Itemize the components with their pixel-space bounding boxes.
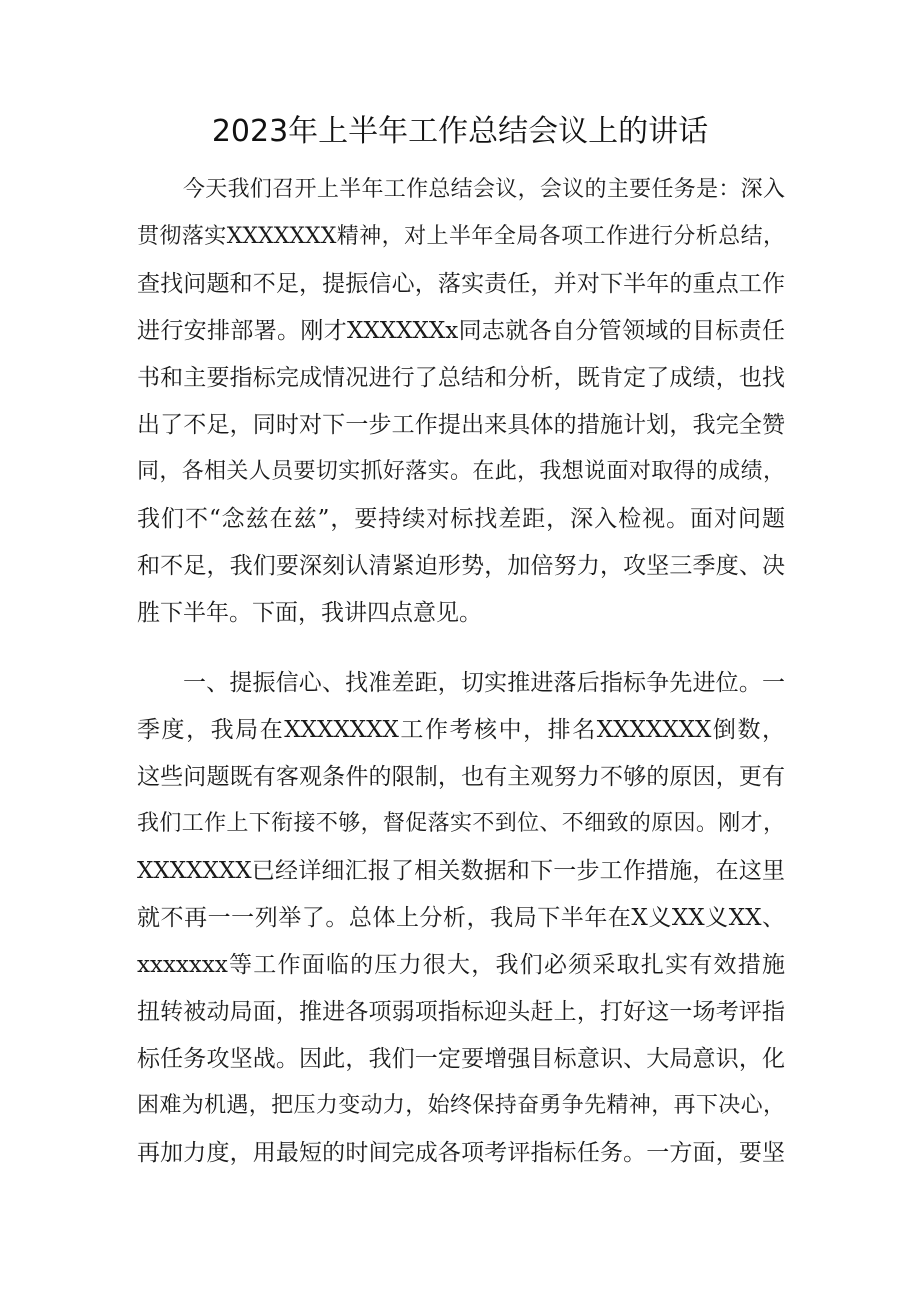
- paragraph-2-line-1: 一、提振信心、找准差距，切实推进落后指标争先进位。一: [183, 670, 785, 696]
- paragraph-2-line-9: 标任务攻坚战。因此，我们一定要增强目标意识、大局意识，化: [137, 1046, 785, 1072]
- paragraph-1-line-8: 我们不“念兹在兹”，要持续对标找差距，深入检视。面对问题: [137, 506, 785, 532]
- paragraph-1-line-4: 进行安排部署。刚才XXXXXXx同志就各自分管领域的目标责任: [137, 318, 785, 344]
- paragraph-1-line-2: 贯彻落实XXXXXXX精神，对上半年全局各项工作进行分析总结，: [137, 224, 785, 249]
- paragraph-2-line-3: 这些问题既有客观条件的限制，也有主观努力不够的原因，更有: [137, 764, 785, 790]
- paragraph-1-line-5: 书和主要指标完成情况进行了总结和分析，既肯定了成绩，也找: [137, 365, 785, 391]
- paragraph-1-line-1: 今天我们召开上半年工作总结会议，会议的主要任务是：深入: [183, 177, 785, 202]
- paragraph-1-line-10: 胜下半年。下面，我讲四点意见。: [137, 600, 482, 626]
- paragraph-2-line-8: 扭转被动局面，推进各项弱项指标迎头赶上，打好这一场考评指: [137, 999, 785, 1025]
- paragraph-1-line-7: 同，各相关人员要切实抓好落实。在此，我想说面对取得的成绩，: [137, 459, 785, 484]
- paragraph-2-line-11: 再加力度，用最短的时间完成各项考评指标任务。一方面，要坚: [137, 1140, 785, 1166]
- document-title: 2023年上半年工作总结会议上的讲话: [211, 114, 709, 149]
- paragraph-1-line-6: 出了不足，同时对下一步工作提出来具体的措施计划，我完全赞: [137, 412, 785, 438]
- paragraph-1-line-3: 查找问题和不足，提振信心，落实责任，并对下半年的重点工作: [137, 271, 785, 297]
- paragraph-2-line-4: 我们工作上下衔接不够，督促落实不到位、不细致的原因。刚才，: [137, 811, 785, 836]
- paragraph-2-line-6: 就不再一一列举了。总体上分析，我局下半年在X义XX义XX、: [137, 905, 785, 931]
- paragraph-2-line-7: xxxxxxx等工作面临的压力很大，我们必须采取扎实有效措施: [137, 952, 785, 978]
- paragraph-2-line-10: 困难为机遇，把压力变动力，始终保持奋勇争先精神，再下决心，: [137, 1093, 785, 1118]
- paragraph-2-line-5: XXXXXXX已经详细汇报了相关数据和下一步工作措施，在这里: [137, 858, 785, 884]
- paragraph-2-line-2: 季度，我局在XXXXXXX工作考核中，排名XXXXXXX倒数，: [137, 717, 785, 743]
- paragraph-1-line-9: 和不足，我们要深刻认清紧迫形势，加倍努力，攻坚三季度、决: [137, 553, 785, 579]
